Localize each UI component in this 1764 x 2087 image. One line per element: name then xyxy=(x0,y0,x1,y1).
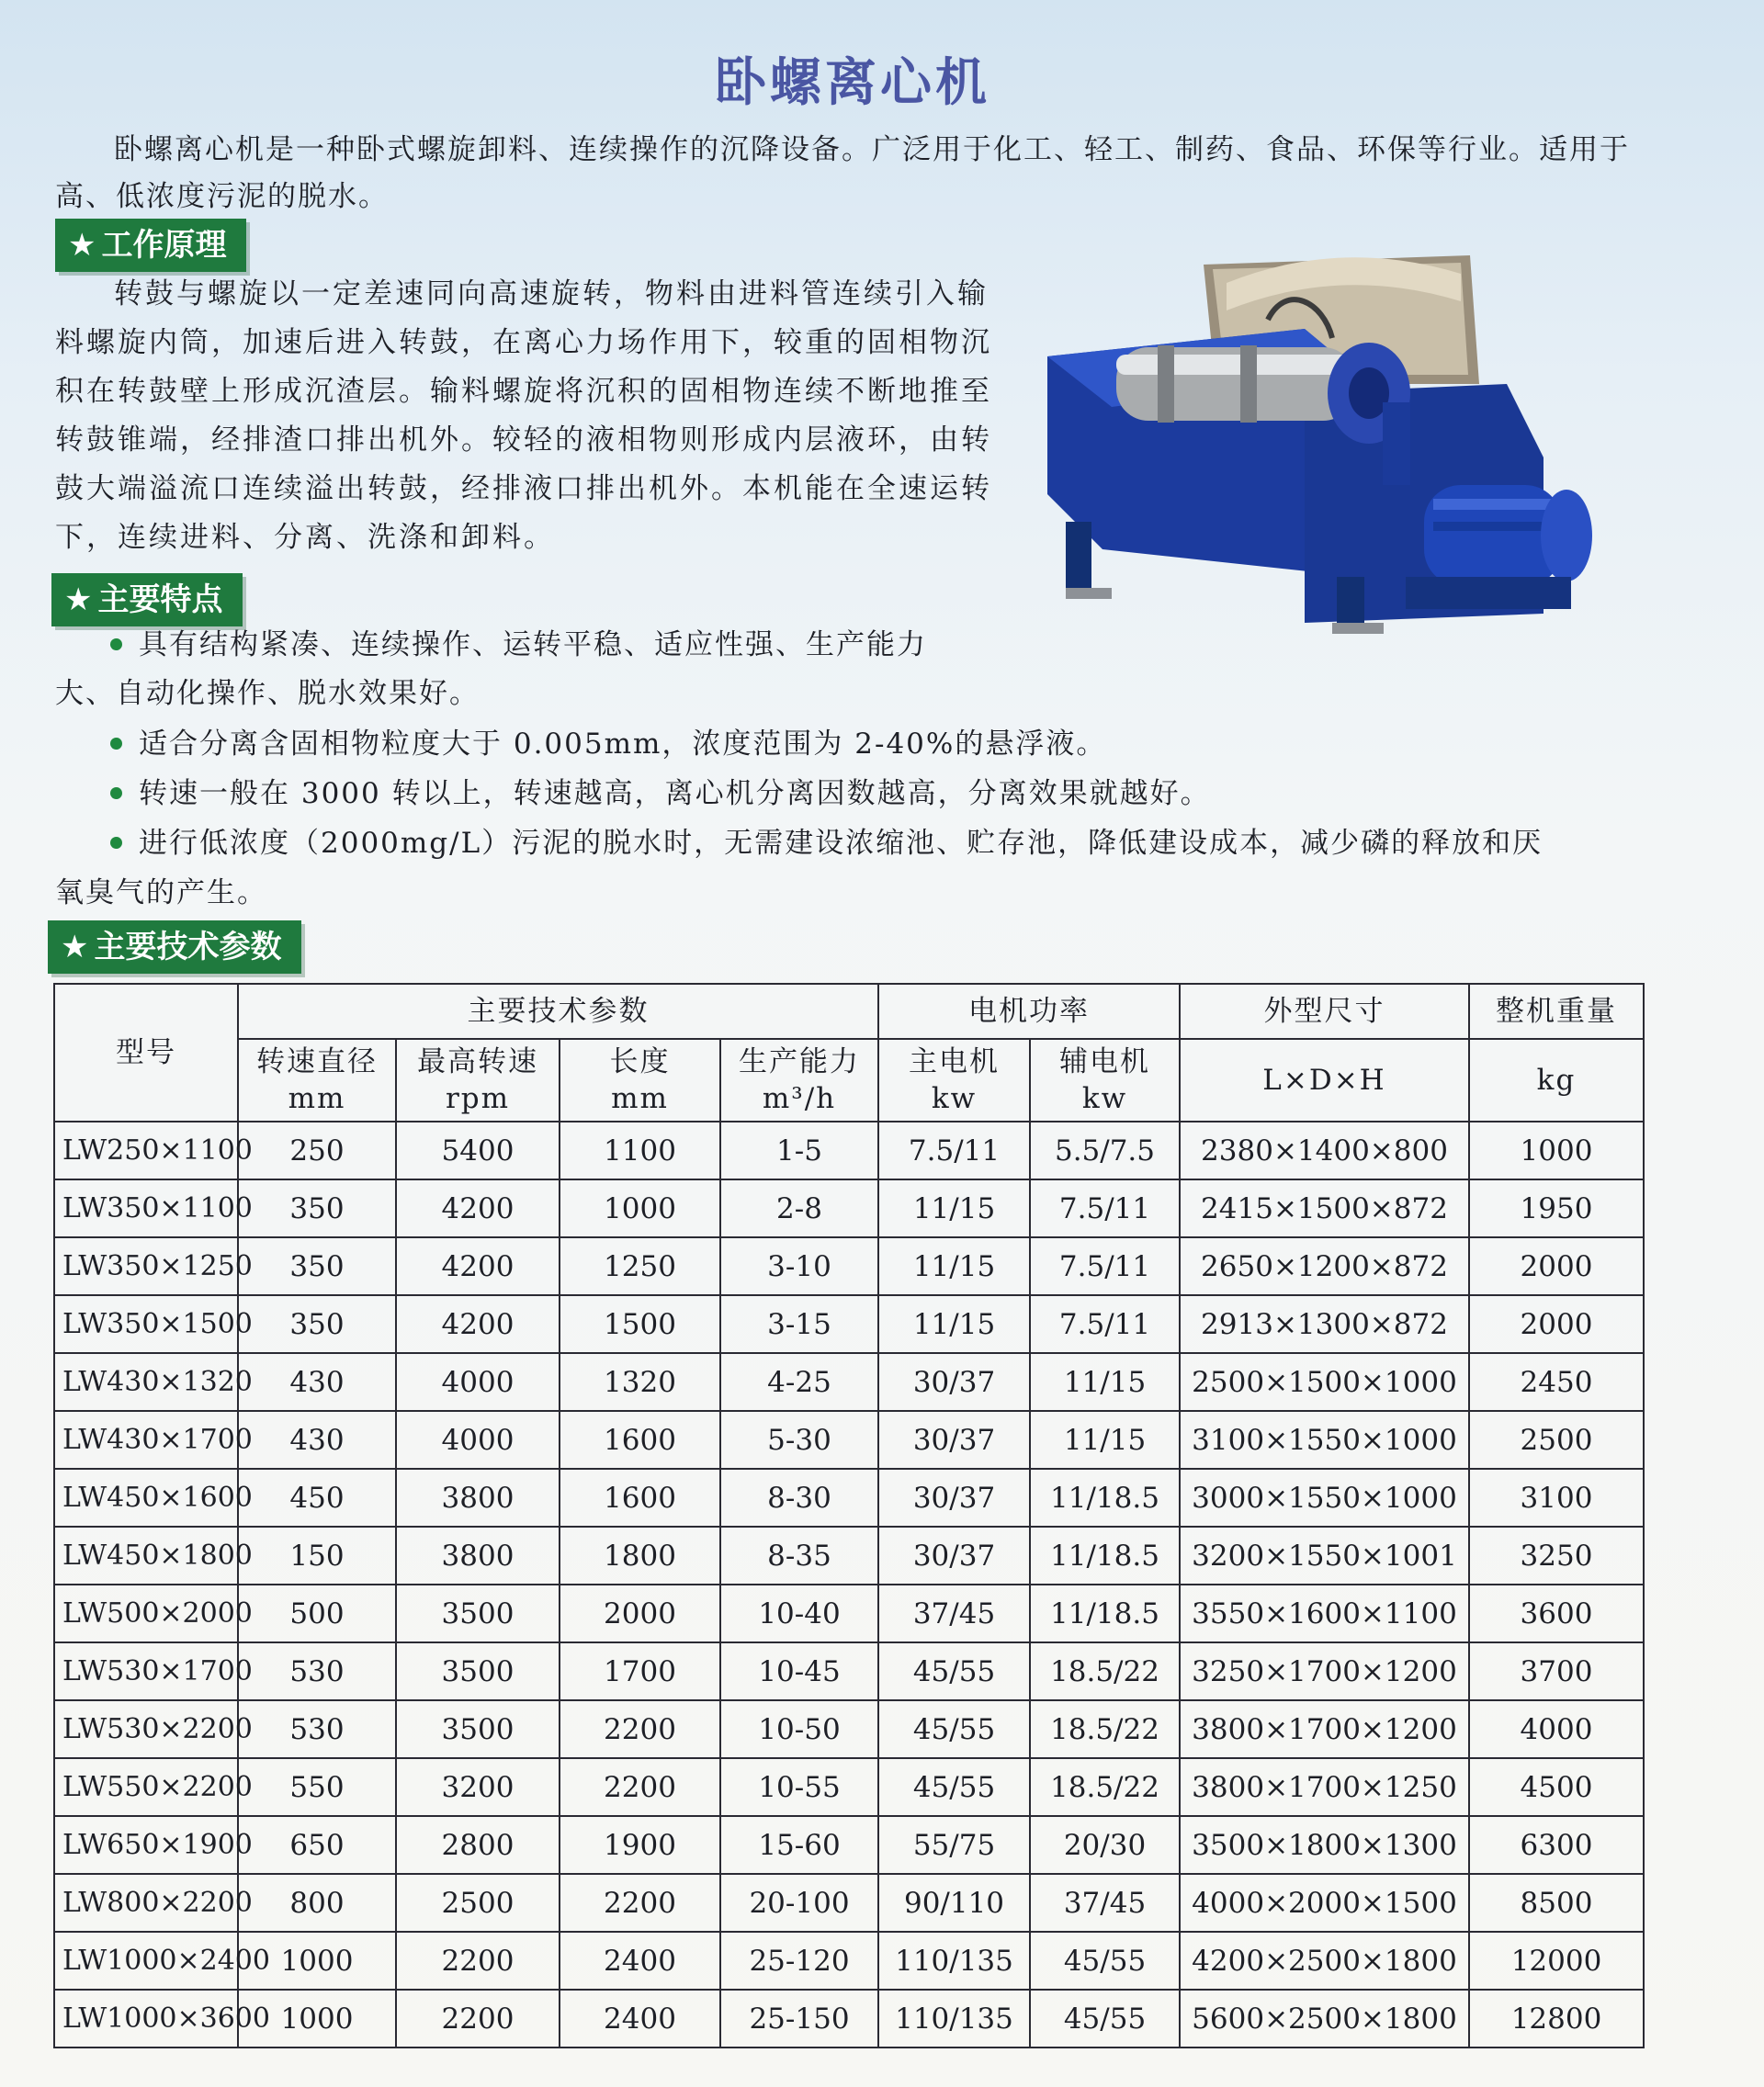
table-cell: 2913×1300×872 xyxy=(1180,1295,1469,1353)
table-row xyxy=(54,1700,1644,1758)
model-cell: LW450×1800 xyxy=(54,1527,238,1585)
header-group-weight: 整机重量 xyxy=(1469,984,1644,1039)
table-cell: 5-30 xyxy=(720,1411,878,1469)
table-cell: 800 xyxy=(238,1874,396,1932)
table-cell: 1700 xyxy=(560,1642,720,1700)
table-cell: 4500 xyxy=(1469,1758,1644,1816)
table-cell: 2000 xyxy=(1469,1295,1644,1353)
table-cell: 12000 xyxy=(1469,1932,1644,1990)
table-cell: 8-35 xyxy=(720,1527,878,1585)
table-cell: 4-25 xyxy=(720,1353,878,1411)
table-cell: 110/135 xyxy=(878,1932,1030,1990)
header-col: 主电机 kw xyxy=(878,1039,1030,1122)
table-cell: 530 xyxy=(238,1642,396,1700)
table-cell: 20-100 xyxy=(720,1874,878,1932)
table-cell: 10-40 xyxy=(720,1585,878,1642)
table-cell: 12800 xyxy=(1469,1990,1644,2048)
header-col: 辅电机 kw xyxy=(1030,1039,1180,1122)
table-cell: 6300 xyxy=(1469,1816,1644,1874)
table-cell: 4000 xyxy=(396,1353,560,1411)
table-cell: 3500 xyxy=(396,1700,560,1758)
table-cell: 430 xyxy=(238,1353,396,1411)
table-cell: 18.5/22 xyxy=(1030,1700,1180,1758)
table-cell: 3250×1700×1200 xyxy=(1180,1642,1469,1700)
table-cell: 37/45 xyxy=(878,1585,1030,1642)
table-cell: 3250 xyxy=(1469,1527,1644,1585)
table-cell: 11/15 xyxy=(878,1179,1030,1237)
table-cell: 1950 xyxy=(1469,1179,1644,1237)
table-cell: 430 xyxy=(238,1411,396,1469)
decanter-centrifuge-image xyxy=(1029,246,1617,660)
table-cell: 3800 xyxy=(396,1527,560,1585)
header-group-size: 外型尺寸 xyxy=(1180,984,1469,1039)
feature-text: 具有结构紧凑、连续操作、运转平稳、适应性强、生产能力 xyxy=(139,628,927,661)
section-heading-text: 工作原理 xyxy=(101,227,227,264)
table-cell: 15-60 xyxy=(720,1816,878,1874)
feature-text: 适合分离含固相物粒度大于 0.005mm，浓度范围为 2-40%的悬浮液。 xyxy=(139,728,1107,761)
feature-item xyxy=(55,770,1654,818)
table-row xyxy=(54,1237,1644,1295)
table-cell: 20/30 xyxy=(1030,1816,1180,1874)
table-row xyxy=(54,1932,1644,1990)
bullet-dot-icon xyxy=(110,787,122,799)
table-row xyxy=(54,1758,1644,1816)
table-cell: 37/45 xyxy=(1030,1874,1180,1932)
section-heading-text: 主要技术参数 xyxy=(94,929,282,965)
table-cell: 2000 xyxy=(1469,1237,1644,1295)
table-cell: 5600×2500×1800 xyxy=(1180,1990,1469,2048)
star-icon: ★ xyxy=(64,581,93,618)
table-cell: 18.5/22 xyxy=(1030,1642,1180,1700)
table-cell: 3800×1700×1200 xyxy=(1180,1700,1469,1758)
table-cell: 3550×1600×1100 xyxy=(1180,1585,1469,1642)
spec-table xyxy=(53,983,1645,2048)
table-row xyxy=(54,1353,1644,1411)
table-row xyxy=(54,1642,1644,1700)
table-cell: 1100 xyxy=(560,1122,720,1179)
table-cell: 2400 xyxy=(560,1932,720,1990)
table-row xyxy=(54,1295,1644,1353)
header-size-unit: L×D×H xyxy=(1180,1039,1469,1122)
table-cell: 10-45 xyxy=(720,1642,878,1700)
feature-item-continuation: 大、自动化操作、脱水效果好。 xyxy=(55,677,480,710)
table-cell: 1000 xyxy=(560,1179,720,1237)
table-cell: 11/18.5 xyxy=(1030,1585,1180,1642)
table-cell: 1000 xyxy=(238,1932,396,1990)
table-cell: 650 xyxy=(238,1816,396,1874)
table-cell: 450 xyxy=(238,1469,396,1527)
table-cell: 2200 xyxy=(560,1758,720,1816)
table-row xyxy=(54,1411,1644,1469)
model-cell: LW430×1320 xyxy=(54,1353,238,1411)
table-cell: 2450 xyxy=(1469,1353,1644,1411)
table-cell: 3500 xyxy=(396,1642,560,1700)
principle-paragraph: 转鼓与螺旋以一定差速同向高速旋转，物料由进料管连续引入输料螺旋内筒，加速后进入转鼓，在离心力场作用下，较重的固相物沉积在转鼓壁上形成沉渣层。输料螺旋将沉积的固相物连续不断地推至转鼓锥端，经排渣口排出机外。较轻的液相物则形成内层液环，由转鼓大端溢流口连续溢出转鼓，经排液口排出机外。本机能在全速运转下，连续进料、分离、洗涤和卸料。 xyxy=(55,277,992,554)
table-cell: 2000 xyxy=(560,1585,720,1642)
table-cell: 45/55 xyxy=(878,1758,1030,1816)
table-cell: 4200 xyxy=(396,1179,560,1237)
table-row xyxy=(54,1469,1644,1527)
table-cell: 11/15 xyxy=(1030,1353,1180,1411)
table-cell: 1500 xyxy=(560,1295,720,1353)
table-cell: 55/75 xyxy=(878,1816,1030,1874)
header-col: 转速直径 mm xyxy=(238,1039,396,1122)
header-group-main: 主要技术参数 xyxy=(238,984,878,1039)
star-icon: ★ xyxy=(61,929,89,965)
table-cell: 10-50 xyxy=(720,1700,878,1758)
table-cell: 3-15 xyxy=(720,1295,878,1353)
table-cell: 45/55 xyxy=(878,1642,1030,1700)
table-row xyxy=(54,1585,1644,1642)
feature-item xyxy=(55,720,1654,769)
table-cell: 18.5/22 xyxy=(1030,1758,1180,1816)
model-cell: LW430×1700 xyxy=(54,1411,238,1469)
table-cell: 1000 xyxy=(1469,1122,1644,1179)
header-col: 生产能力 m³/h xyxy=(720,1039,878,1122)
model-cell: LW350×1500 xyxy=(54,1295,238,1353)
table-cell: 4200 xyxy=(396,1237,560,1295)
section-heading-params xyxy=(48,920,301,974)
table-cell: 350 xyxy=(238,1295,396,1353)
table-cell: 3000×1550×1000 xyxy=(1180,1469,1469,1527)
table-cell: 45/55 xyxy=(1030,1990,1180,2048)
table-cell: 2200 xyxy=(396,1990,560,2048)
table-row xyxy=(54,1179,1644,1237)
model-cell: LW650×1900 xyxy=(54,1816,238,1874)
table-cell: 2200 xyxy=(396,1932,560,1990)
table-cell: 8500 xyxy=(1469,1874,1644,1932)
table-cell: 2800 xyxy=(396,1816,560,1874)
table-cell: 150 xyxy=(238,1527,396,1585)
table-cell: 4000 xyxy=(1469,1700,1644,1758)
table-cell: 11/18.5 xyxy=(1030,1469,1180,1527)
intro-paragraph: 卧螺离心机是一种卧式螺旋卸料、连续操作的沉降设备。广泛用于化工、轻工、制药、食品、环保等行业。适用于高、低浓度污泥的脱水。 xyxy=(55,133,1630,213)
table-row xyxy=(54,1816,1644,1874)
model-cell: LW1000×2400 xyxy=(54,1932,238,1990)
model-cell: LW450×1600 xyxy=(54,1469,238,1527)
model-cell: LW530×1700 xyxy=(54,1642,238,1700)
table-cell: 350 xyxy=(238,1237,396,1295)
header-group-motor: 电机功率 xyxy=(878,984,1180,1039)
header-col: 长度 mm xyxy=(560,1039,720,1122)
table-cell: 530 xyxy=(238,1700,396,1758)
table-cell: 3100 xyxy=(1469,1469,1644,1527)
table-cell: 25-150 xyxy=(720,1990,878,2048)
feature-text: 进行低浓度（2000mg/L）污泥的脱水时，无需建设浓缩池、贮存池，降低建设成本，减少磷的释放和厌 xyxy=(139,827,1544,860)
bullet-dot-icon xyxy=(110,638,122,650)
section-heading-text: 主要特点 xyxy=(97,581,223,618)
table-cell: 8-30 xyxy=(720,1469,878,1527)
feature-item xyxy=(55,621,1654,670)
table-cell: 11/15 xyxy=(878,1295,1030,1353)
bullet-dot-icon xyxy=(110,738,122,750)
table-cell: 1800 xyxy=(560,1527,720,1585)
table-cell: 45/55 xyxy=(1030,1932,1180,1990)
table-cell: 25-120 xyxy=(720,1932,878,1990)
table-cell: 1600 xyxy=(560,1469,720,1527)
model-cell: LW350×1100 xyxy=(54,1179,238,1237)
table-row xyxy=(54,1874,1644,1932)
table-cell: 3700 xyxy=(1469,1642,1644,1700)
table-cell: 3200×1550×1001 xyxy=(1180,1527,1469,1585)
table-cell: 10-55 xyxy=(720,1758,878,1816)
model-cell: LW1000×3600 xyxy=(54,1990,238,2048)
table-cell: 1250 xyxy=(560,1237,720,1295)
section-heading-features xyxy=(51,573,243,626)
table-cell: 2400 xyxy=(560,1990,720,2048)
table-cell: 30/37 xyxy=(878,1469,1030,1527)
table-cell: 30/37 xyxy=(878,1411,1030,1469)
table-cell: 250 xyxy=(238,1122,396,1179)
model-cell: LW800×2200 xyxy=(54,1874,238,1932)
table-cell: 2200 xyxy=(560,1700,720,1758)
spec-table-body xyxy=(54,1122,1644,2048)
table-cell: 2415×1500×872 xyxy=(1180,1179,1469,1237)
table-cell: 3800×1700×1250 xyxy=(1180,1758,1469,1816)
table-cell: 30/37 xyxy=(878,1527,1030,1585)
table-cell: 4200 xyxy=(396,1295,560,1353)
table-cell: 2380×1400×800 xyxy=(1180,1122,1469,1179)
table-cell: 3200 xyxy=(396,1758,560,1816)
feature-item xyxy=(55,819,1654,868)
table-cell: 1-5 xyxy=(720,1122,878,1179)
model-cell: LW530×2200 xyxy=(54,1700,238,1758)
table-cell: 2500×1500×1000 xyxy=(1180,1353,1469,1411)
table-cell: 1900 xyxy=(560,1816,720,1874)
table-cell: 110/135 xyxy=(878,1990,1030,2048)
table-cell: 7.5/11 xyxy=(1030,1179,1180,1237)
section-heading-principle xyxy=(55,219,246,272)
table-cell: 3100×1550×1000 xyxy=(1180,1411,1469,1469)
table-cell: 1000 xyxy=(238,1990,396,2048)
table-cell: 2500 xyxy=(1469,1411,1644,1469)
table-cell: 500 xyxy=(238,1585,396,1642)
header-col: 最高转速 rpm xyxy=(396,1039,560,1122)
table-cell: 7.5/11 xyxy=(1030,1237,1180,1295)
table-cell: 2650×1200×872 xyxy=(1180,1237,1469,1295)
table-row xyxy=(54,1122,1644,1179)
table-cell: 3600 xyxy=(1469,1585,1644,1642)
page-title: 卧螺离心机 xyxy=(715,53,990,113)
table-cell: 7.5/11 xyxy=(878,1122,1030,1179)
model-cell: LW250×1100 xyxy=(54,1122,238,1179)
table-cell: 5.5/7.5 xyxy=(1030,1122,1180,1179)
table-cell: 7.5/11 xyxy=(1030,1295,1180,1353)
table-cell: 11/15 xyxy=(1030,1411,1180,1469)
model-cell: LW500×2000 xyxy=(54,1585,238,1642)
table-cell: 350 xyxy=(238,1179,396,1237)
table-row xyxy=(54,1990,1644,2048)
table-cell: 11/18.5 xyxy=(1030,1527,1180,1585)
table-cell: 4000 xyxy=(396,1411,560,1469)
table-cell: 1320 xyxy=(560,1353,720,1411)
table-cell: 4200×2500×1800 xyxy=(1180,1932,1469,1990)
table-cell: 2500 xyxy=(396,1874,560,1932)
star-icon: ★ xyxy=(68,227,96,264)
table-row xyxy=(54,1527,1644,1585)
model-cell: LW350×1250 xyxy=(54,1237,238,1295)
table-cell: 1600 xyxy=(560,1411,720,1469)
feature-text: 转速一般在 3000 转以上，转速越高，离心机分离因数越高，分离效果就越好。 xyxy=(139,777,1211,810)
model-cell: LW550×2200 xyxy=(54,1758,238,1816)
table-cell: 5400 xyxy=(396,1122,560,1179)
bullet-dot-icon xyxy=(110,837,122,849)
table-cell: 3500 xyxy=(396,1585,560,1642)
table-cell: 4000×2000×1500 xyxy=(1180,1874,1469,1932)
table-cell: 2-8 xyxy=(720,1179,878,1237)
header-model: 型号 xyxy=(54,984,238,1122)
table-cell: 11/15 xyxy=(878,1237,1030,1295)
table-cell: 2200 xyxy=(560,1874,720,1932)
table-cell: 90/110 xyxy=(878,1874,1030,1932)
table-cell: 45/55 xyxy=(878,1700,1030,1758)
table-cell: 3500×1800×1300 xyxy=(1180,1816,1469,1874)
feature-item-continuation: 氧臭气的产生。 xyxy=(55,876,267,909)
table-cell: 550 xyxy=(238,1758,396,1816)
header-weight-unit: kg xyxy=(1469,1039,1644,1122)
table-cell: 30/37 xyxy=(878,1353,1030,1411)
table-cell: 3800 xyxy=(396,1469,560,1527)
table-cell: 3-10 xyxy=(720,1237,878,1295)
